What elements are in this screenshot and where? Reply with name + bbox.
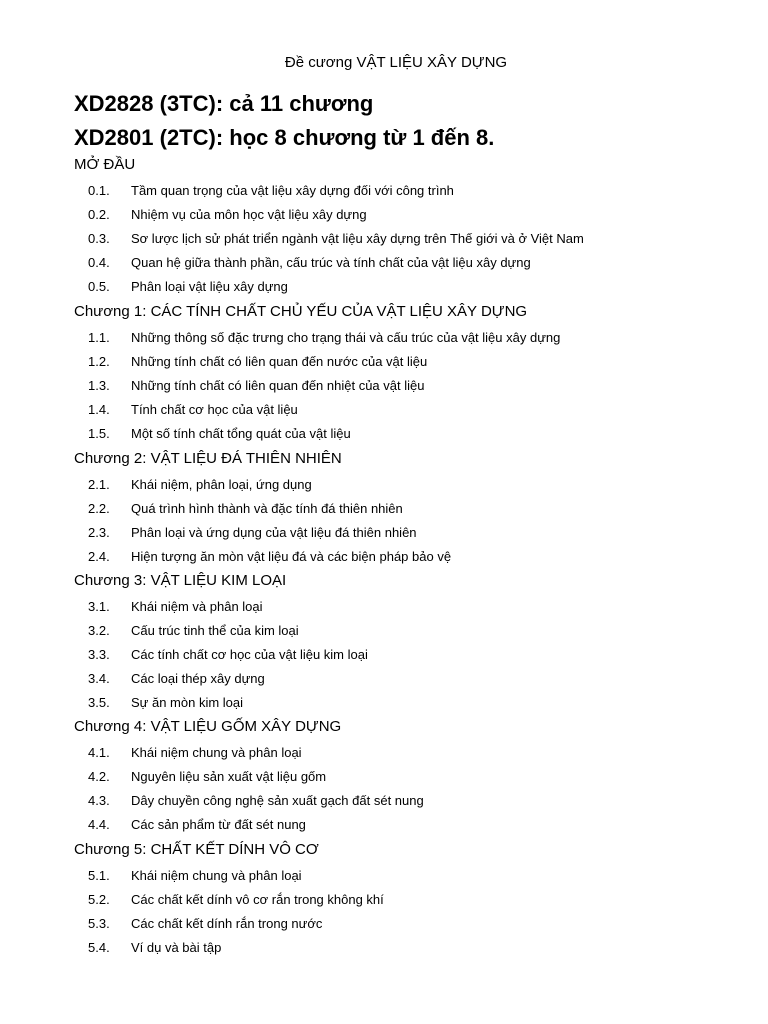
section-heading-chapter-3: Chương 3: VẬT LIỆU KIM LOẠI (74, 572, 287, 589)
section-heading-intro: MỞ ĐẦU (74, 156, 136, 173)
item-text: Các tính chất cơ học của vật liệu kim loại (131, 647, 368, 662)
section-heading-chapter-4: Chương 4: VẬT LIỆU GỐM XÂY DỰNG (74, 718, 342, 735)
item-number: 1.1. (88, 330, 110, 345)
item-number: 0.2. (88, 207, 110, 222)
item-text: Nhiệm vụ của môn học vật liệu xây dựng (131, 207, 367, 222)
item-text: Quá trình hình thành và đặc tính đá thiên nhiên (131, 501, 403, 516)
item-number: 2.4. (88, 549, 110, 564)
item-number: 3.4. (88, 671, 110, 686)
item-text: Khái niệm chung và phân loại (131, 868, 302, 883)
item-number: 2.2. (88, 501, 110, 516)
section-heading-chapter-5: Chương 5: CHẤT KẾT DÍNH VÔ CƠ (74, 841, 319, 858)
item-text: Sự ăn mòn kim loại (131, 695, 244, 710)
item-text: Quan hệ giữa thành phần, cấu trúc và tính chất của vật liệu xây dựng (131, 255, 531, 270)
item-text: Hiện tượng ăn mòn vật liệu đá và các biện pháp bảo vệ (131, 549, 452, 564)
course-line-xd2828: XD2828 (3TC): cả 11 chương (74, 91, 374, 116)
item-text: Khái niệm chung và phân loại (131, 745, 302, 760)
document-title: Đề cương VẬT LIỆU XÂY DỰNG (284, 54, 508, 71)
item-text: Phân loại và ứng dụng của vật liệu đá thiên nhiên (131, 525, 417, 540)
item-text: Ví dụ và bài tập (131, 940, 222, 955)
item-text: Những tính chất có liên quan đến nước của vật liệu (131, 354, 428, 369)
item-text: Sơ lược lịch sử phát triển ngành vật liệu xây dựng trên Thế giới và ở Việt Nam (131, 231, 584, 246)
item-text: Tính chất cơ học của vật liệu (131, 402, 298, 417)
item-text: Tầm quan trọng của vật liệu xây dựng đối với công trình (131, 183, 454, 198)
item-number: 4.2. (88, 769, 110, 784)
item-number: 4.3. (88, 793, 110, 808)
item-number: 5.2. (88, 892, 110, 907)
item-text: Những tính chất có liên quan đến nhiệt của vật liệu (131, 378, 425, 393)
item-number: 2.3. (88, 525, 110, 540)
item-number: 5.1. (88, 868, 110, 883)
item-number: 3.2. (88, 623, 110, 638)
section-heading-chapter-2: Chương 2: VẬT LIỆU ĐÁ THIÊN NHIÊN (74, 450, 342, 467)
item-number: 4.4. (88, 817, 110, 832)
item-number: 3.1. (88, 599, 110, 614)
item-text: Một số tính chất tổng quát của vật liệu (131, 426, 351, 441)
item-number: 3.3. (88, 647, 110, 662)
item-number: 1.3. (88, 378, 110, 393)
item-number: 0.1. (88, 183, 110, 198)
item-text: Phân loại vật liệu xây dựng (131, 279, 288, 294)
item-number: 2.1. (88, 477, 110, 492)
item-number: 0.5. (88, 279, 110, 294)
item-number: 4.1. (88, 745, 110, 760)
course-line-xd2801: XD2801 (2TC): học 8 chương từ 1 đến 8. (74, 125, 495, 150)
item-number: 3.5. (88, 695, 110, 710)
item-text: Các sản phẩm từ đất sét nung (131, 817, 306, 832)
item-text: Khái niệm và phân loại (131, 599, 263, 614)
item-text: Cấu trúc tinh thể của kim loại (131, 623, 299, 638)
item-number: 0.3. (88, 231, 110, 246)
item-text: Khái niệm, phân loại, ứng dụng (131, 477, 312, 492)
item-number: 1.2. (88, 354, 110, 369)
item-text: Dây chuyền công nghệ sản xuất gạch đất sét nung (131, 793, 424, 808)
item-number: 1.4. (88, 402, 110, 417)
item-text: Các loại thép xây dựng (131, 671, 265, 686)
item-number: 5.3. (88, 916, 110, 931)
item-text: Những thông số đặc trưng cho trạng thái và cấu trúc của vật liệu xây dựng (131, 330, 561, 345)
item-text: Các chất kết dính rắn trong nước (131, 916, 323, 931)
item-number: 5.4. (88, 940, 110, 955)
item-text: Nguyên liệu sản xuất vật liệu gốm (131, 769, 327, 784)
section-heading-chapter-1: Chương 1: CÁC TÍNH CHẤT CHỦ YẾU CỦA VẬT LIỆU XÂY DỰNG (74, 303, 528, 320)
item-number: 0.4. (88, 255, 110, 270)
item-number: 1.5. (88, 426, 110, 441)
item-text: Các chất kết dính vô cơ rắn trong không khí (131, 892, 384, 907)
